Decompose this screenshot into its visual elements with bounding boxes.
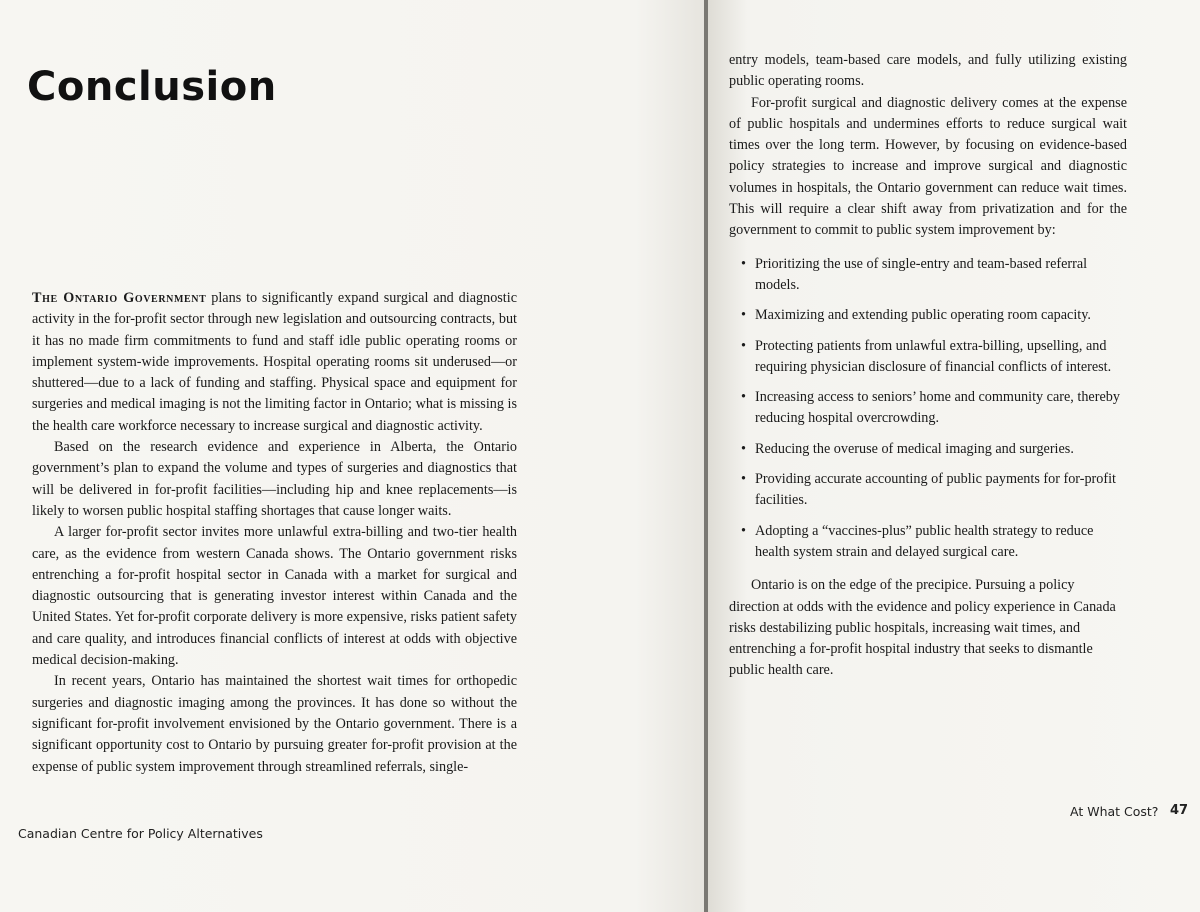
paragraph-3: A larger for-profit sector invites more unlawful extra-billing and two-tier health care, as the evidence from western Canada shows. The Ontario government risks entrenching a for-profit hospital sector in Canada with a market for surgical and diagnostic outsourcing that is generating investor interest within Canada and the United States. Yet for-profit corporate delivery is more expensive, risks patient safety and care quality, and introduces financial conflicts of interest at odds with objective medical decision-making. bbox=[32, 524, 517, 669]
bullet-icon: • bbox=[741, 389, 746, 406]
bullet-icon: • bbox=[741, 440, 746, 457]
list-item-text: Adopting a “vaccines-plus” public health strategy to reduce health system strain and delayed surgical care. bbox=[755, 522, 1094, 560]
paragraph-4: In recent years, Ontario has maintained the shortest wait times for orthopedic surgeries and diagnostic imaging among the provinces. It has done so without the significant for-profit involvement envisioned by the Ontario government. There is a significant opportunity cost to Ontario by pursuing greater for-profit provision at the expense of public system improvement through streamlined referrals, single- bbox=[32, 673, 517, 775]
continuation-text: entry models, team-based care models, and fully utilizing existing public operating rooms. bbox=[729, 52, 1127, 90]
list-item-text: Providing accurate accounting of public payments for for-profit facilities. bbox=[755, 471, 1116, 509]
bullet-icon: • bbox=[741, 307, 746, 324]
left-footer: Canadian Centre for Policy Alternatives bbox=[18, 826, 263, 841]
list-item-text: Maximizing and extending public operating room capacity. bbox=[755, 307, 1091, 324]
bullet-icon: • bbox=[741, 471, 746, 488]
list-item bbox=[729, 336, 1127, 379]
recommendations-list bbox=[729, 254, 1127, 564]
paragraph-1 bbox=[32, 288, 517, 437]
closing-paragraph: Ontario is on the edge of the precipice. Pursuing a policy direction at odds with the evidence and policy experience in Canada risks destabilizing public hospitals, increasing wait times, and entrenching a for-profit hospital industry that seeks to dismantle public health care. bbox=[729, 577, 1116, 679]
bullet-icon: • bbox=[741, 255, 746, 272]
bullet-icon: • bbox=[741, 522, 746, 539]
list-item bbox=[729, 305, 1127, 326]
list-item-text: Prioritizing the use of single-entry and team-based referral models. bbox=[755, 255, 1088, 293]
page-number: 47 bbox=[1170, 803, 1189, 818]
bullet-icon: • bbox=[741, 337, 746, 354]
list-item bbox=[729, 254, 1127, 297]
list-item bbox=[729, 469, 1127, 512]
lead-in-caps: The Ontario Government bbox=[32, 290, 207, 306]
paragraph-2: Based on the research evidence and experience in Alberta, the Ontario government’s plan to expand the volume and types of surgeries and diagnostics that will be delivered in for-profit facilities—including hip and knee replacements—is likely to worsen public hospital staffing shortages that cause longer waits. bbox=[32, 439, 517, 519]
paragraph-5: For-profit surgical and diagnostic delivery comes at the expense of public hospitals and undermines efforts to reduce surgical wait times over the long term. However, by focusing on evidence-based policy strategies to increase and improve surgical and diagnostic volumes in hospitals, the Ontario government can reduce wait times. This will require a clear shift away from privatization and for the government to commit to public system improvement by: bbox=[729, 94, 1127, 239]
paragraph-1-text: plans to significantly expand surgical and diagnostic activity in the for-profit sector through new legislation and outsourcing contracts, but it has no made firm commitments to fund and staff idle public operating rooms or implement system-wide improvements. Hospital operating rooms sit underused—or shuttered—due to a lack of funding and staffing. Physical space and equipment for surgeries and medical imaging is not the limiting factor in Ontario; what is missing is the health care workforce necessary to increase surgical and diagnostic activity. bbox=[32, 290, 517, 434]
right-footer: At What Cost? bbox=[1070, 804, 1159, 819]
list-item bbox=[729, 387, 1127, 430]
list-item-text: Increasing access to seniors’ home and community care, thereby reducing hospital overcrowding. bbox=[755, 389, 1120, 427]
left-body-text bbox=[32, 288, 517, 778]
list-item bbox=[729, 521, 1127, 564]
page-heading: Conclusion bbox=[27, 64, 277, 110]
list-item-text: Protecting patients from unlawful extra-billing, upselling, and requiring physician disclosure of financial conflicts of interest. bbox=[755, 337, 1112, 375]
list-item bbox=[729, 439, 1127, 460]
list-item-text: Reducing the overuse of medical imaging and surgeries. bbox=[755, 440, 1074, 457]
right-body-text bbox=[729, 50, 1127, 682]
